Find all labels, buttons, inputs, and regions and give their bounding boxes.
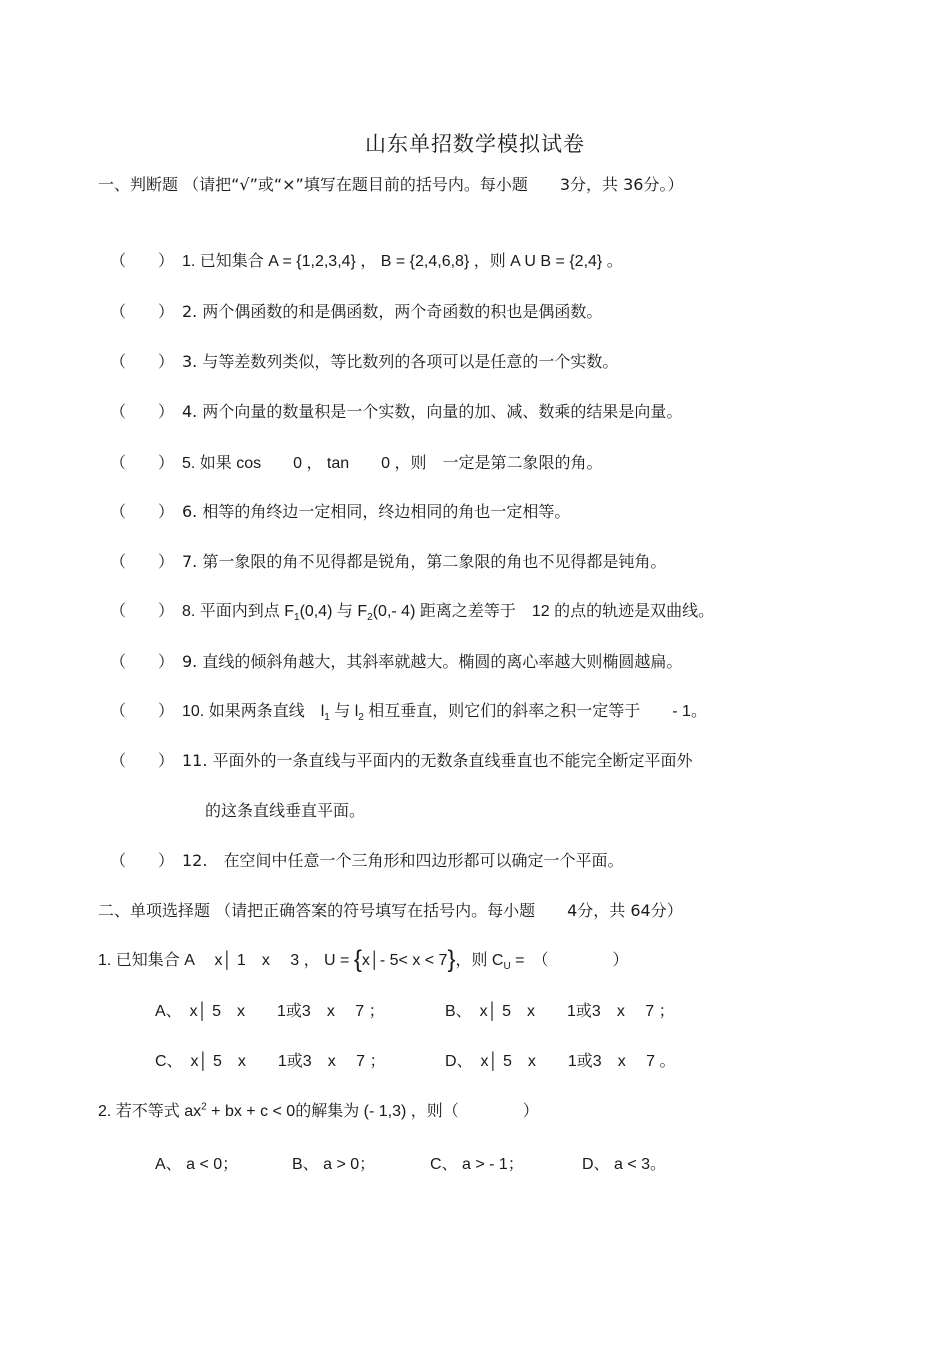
answer-paren[interactable]: （ ） <box>110 251 175 270</box>
tf-item-text: 2. 两个偶函数的和是偶函数，两个奇函数的积也是偶函数。 <box>182 302 603 321</box>
option-b[interactable]: B、 x│ 5 x 1或3 x 7 ； <box>445 1003 675 1020</box>
tf-item-text: 1. 已知集合 A = {1,2,3,4} ， B = {2,4,6,8} ，则 A U B = {2,4} 。 <box>182 253 623 270</box>
tf-item-text: 3. 与等差数列类似，等比数列的各项可以是任意的一个实数。 <box>182 352 619 371</box>
mc-question-1: 1. 已知集合 A x│ 1 x 3 ， U = {x│- 5< x < 7}，则 $C_U$ = （ ） <box>98 946 629 973</box>
answer-paren[interactable]: （ ） <box>110 701 175 720</box>
tf-item-text: 10. 如果两条直线 $l_1$ 与 $l_2$ 相互垂直，则它们的斜率之积一定等于 - 1。 <box>182 703 707 724</box>
tf-item-continuation: 的这条直线垂直平面。 <box>205 801 366 820</box>
option-d[interactable]: D、 a < 3。 <box>582 1156 667 1173</box>
answer-paren[interactable]: （ ） <box>110 751 175 770</box>
option-c[interactable]: C、 a > - 1； <box>430 1156 524 1173</box>
option-b[interactable]: B、 a > 0； <box>292 1156 376 1173</box>
tf-item-text: 7. 第一象限的角不见得都是锐角，第二象限的角也不见得都是钝角。 <box>182 552 667 571</box>
tf-item <box>110 450 603 473</box>
tf-item-text: 5. 如果 cos 0 ， tan 0 ，则 一定是第二象限的角。 <box>182 455 603 472</box>
tf-item <box>110 399 682 422</box>
answer-paren[interactable]: （ ） <box>110 552 175 571</box>
tf-item <box>110 649 682 672</box>
answer-paren[interactable]: （ ） <box>110 601 175 620</box>
page-title: 山东单招数学模拟试卷 <box>365 132 585 156</box>
tf-item <box>110 349 618 372</box>
option-c[interactable]: C、 x│ 5 x 1或3 x 7 ； <box>155 1053 386 1070</box>
option-d[interactable]: D、 x│ 5 x 1或3 x 7 。 <box>445 1053 676 1070</box>
tf-item-text: 8. 平面内到点 $F_1(0,4)$ 与 $F_2(0,-$ 4) 距离之差等于 12 的点的轨迹是双曲线。 <box>182 603 715 624</box>
tf-item <box>110 248 623 271</box>
answer-paren[interactable]: （ ） <box>110 851 175 870</box>
tf-item-text: 12. 在空间中任意一个三角形和四边形都可以确定一个平面。 <box>182 851 624 870</box>
tf-item <box>110 748 693 771</box>
section2-heading: 二、单项选择题 （请把正确答案的符号填写在括号内。每小题 4分，共 64分） <box>98 901 683 920</box>
tf-item <box>110 848 623 871</box>
section1-heading: 一、判断题 （请把“√”或“×”填写在题目前的括号内。每小题 3分，共 36分。） <box>98 175 684 194</box>
answer-paren[interactable]: （ ） <box>110 652 175 671</box>
tf-item <box>110 598 714 623</box>
answer-paren[interactable]: （ ） <box>110 302 175 321</box>
option-a[interactable]: A、 x│ 5 x 1或3 x 7 ； <box>155 1003 385 1020</box>
tf-item-text: 6. 相等的角终边一定相同，终边相同的角也一定相等。 <box>182 502 571 521</box>
option-a[interactable]: A、 a < 0； <box>155 1156 239 1173</box>
answer-paren[interactable]: （ ） <box>110 402 175 421</box>
tf-item <box>110 499 570 522</box>
answer-paren[interactable]: （ ） <box>110 502 175 521</box>
tf-item <box>110 698 707 723</box>
tf-item <box>110 549 666 572</box>
answer-paren[interactable]: （ ） <box>110 453 175 472</box>
tf-item-text: 11. 平面外的一条直线与平面内的无数条直线垂直也不能完全断定平面外 <box>182 751 693 770</box>
answer-paren[interactable]: （ ） <box>110 352 175 371</box>
mc-question-2: 2. 若不等式 $ax^2$ + bx + c < 0的解集为 (- 1,3) ，则（ ） <box>98 1101 539 1120</box>
tf-item <box>110 299 602 322</box>
tf-item-text: 4. 两个向量的数量积是一个实数，向量的加、减、数乘的结果是向量。 <box>182 402 683 421</box>
tf-item-text: 9. 直线的倾斜角越大，其斜率就越大。椭圆的离心率越大则椭圆越扁。 <box>182 652 683 671</box>
